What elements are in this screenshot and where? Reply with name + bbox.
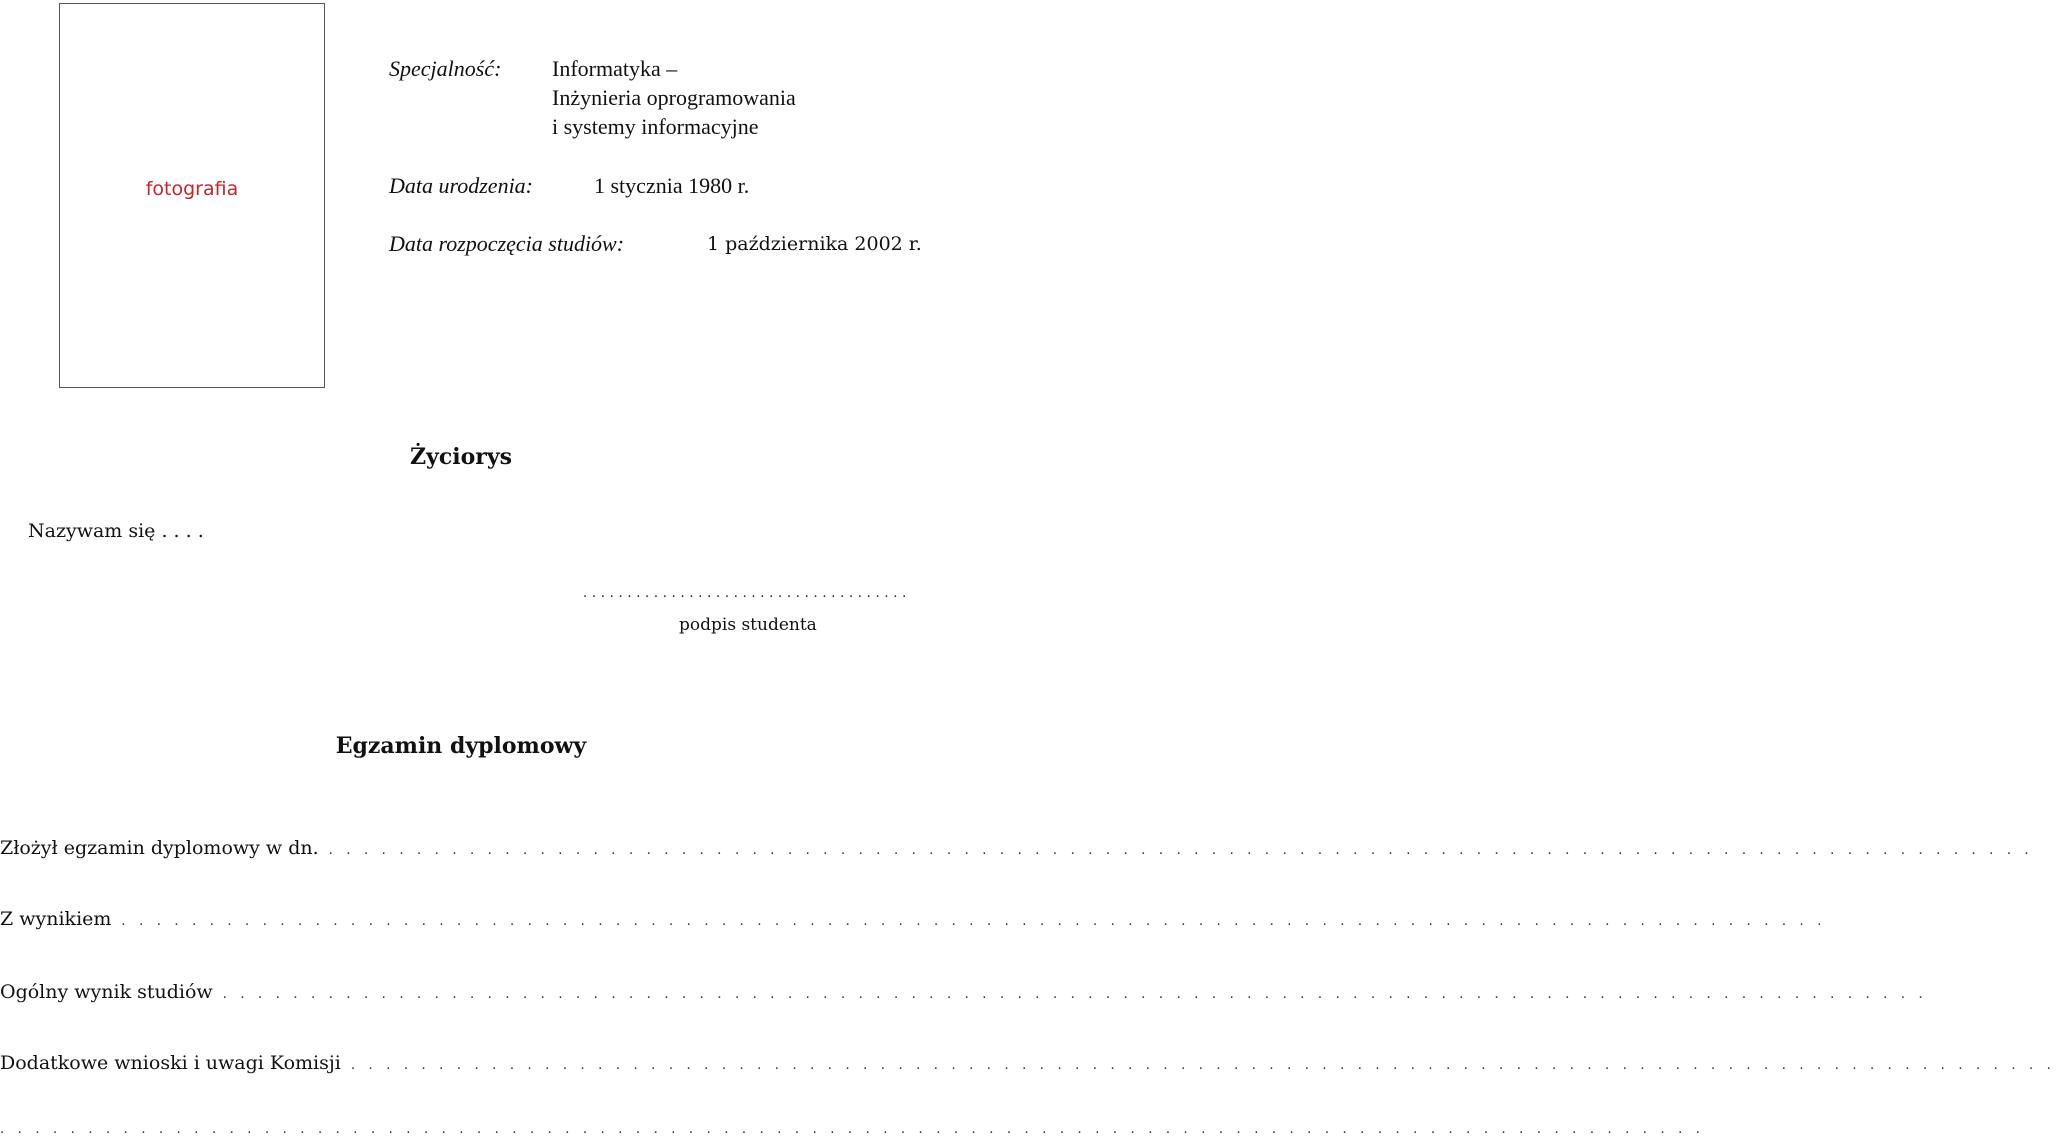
signature-label: podpis studenta: [679, 615, 817, 635]
commission-notes-label: Dodatkowe wnioski i uwagi Komisji: [0, 1052, 341, 1074]
birth-date-value: 1 stycznia 1980 r.: [594, 173, 750, 198]
specialty-label: Specjalność:: [389, 56, 502, 81]
exam-heading: Egzamin dyplomowy: [335, 733, 587, 759]
overall-result-field: [0, 981, 1928, 1003]
exam-result-label: Z wynikiem: [0, 908, 112, 930]
cv-intro: Nazywam się . . . .: [28, 520, 204, 542]
overall-result-dots: . . . . . . . . . . . . . . . . . . . . . . . . . . . . . . . . . . . . . . . . . . . . . . . . . . . . . . . . . . . . . . . . . . . . . . . . . . . . . . . . . . . . . . . . . . . . . . . . .: [222, 987, 1928, 1002]
commission-notes-dots: . . . . . . . . . . . . . . . . . . . . . . . . . . . . . . . . . . . . . . . . . . . . . . . . . . . . . . . . . . . . . . . . . . . . . . . . . . . . . . . . . . . . . . . . . . . . . . . . .: [350, 1058, 2056, 1073]
exam-date-label: Złożył egzamin dyplomowy w dn.: [0, 837, 319, 859]
exam-date-dots: . . . . . . . . . . . . . . . . . . . . . . . . . . . . . . . . . . . . . . . . . . . . . . . . . . . . . . . . . . . . . . . . . . . . . . . . . . . . . . . . . . . . . . . . . . . . . . . . .: [328, 843, 2034, 858]
signature-dots: . . . . . . . . . . . . . . . . . . . . . . . . . . . . . . . . . . . . .: [583, 586, 907, 601]
study-start-label: Data rozpoczęcia studiów:: [389, 231, 625, 256]
birth-date-label: Data urodzenia:: [389, 173, 534, 198]
specialty-value-line-3: i systemy informacyjne: [552, 114, 759, 139]
exam-result-field: [0, 908, 1827, 930]
overall-result-label: Ogólny wynik studiów: [0, 981, 213, 1003]
exam-date-field: [0, 837, 2034, 859]
commission-notes-field: [0, 1052, 2056, 1074]
commission-notes-continuation-dots: . . . . . . . . . . . . . . . . . . . . . . . . . . . . . . . . . . . . . . . . . . . . . . . . . . . . . . . . . . . . . . . . . . . . . . . . . . . . . . . . . . . . . . . . . . . . . . . . .: [0, 1122, 1705, 1137]
commission-notes-continuation: [0, 1122, 1705, 1137]
specialty-value-line-2: Inżynieria oprogramowania: [552, 85, 796, 110]
specialty-value-line-1: Informatyka –: [552, 56, 678, 81]
study-start-value: 1 października 2002 r.: [707, 233, 922, 255]
photo-placeholder: [59, 3, 325, 388]
exam-result-dots: . . . . . . . . . . . . . . . . . . . . . . . . . . . . . . . . . . . . . . . . . . . . . . . . . . . . . . . . . . . . . . . . . . . . . . . . . . . . . . . . . . . . . . . . . . . . . . . . .: [121, 914, 1827, 929]
cv-heading: Życiorys: [409, 444, 513, 470]
photo-label: fotografia: [145, 178, 239, 200]
